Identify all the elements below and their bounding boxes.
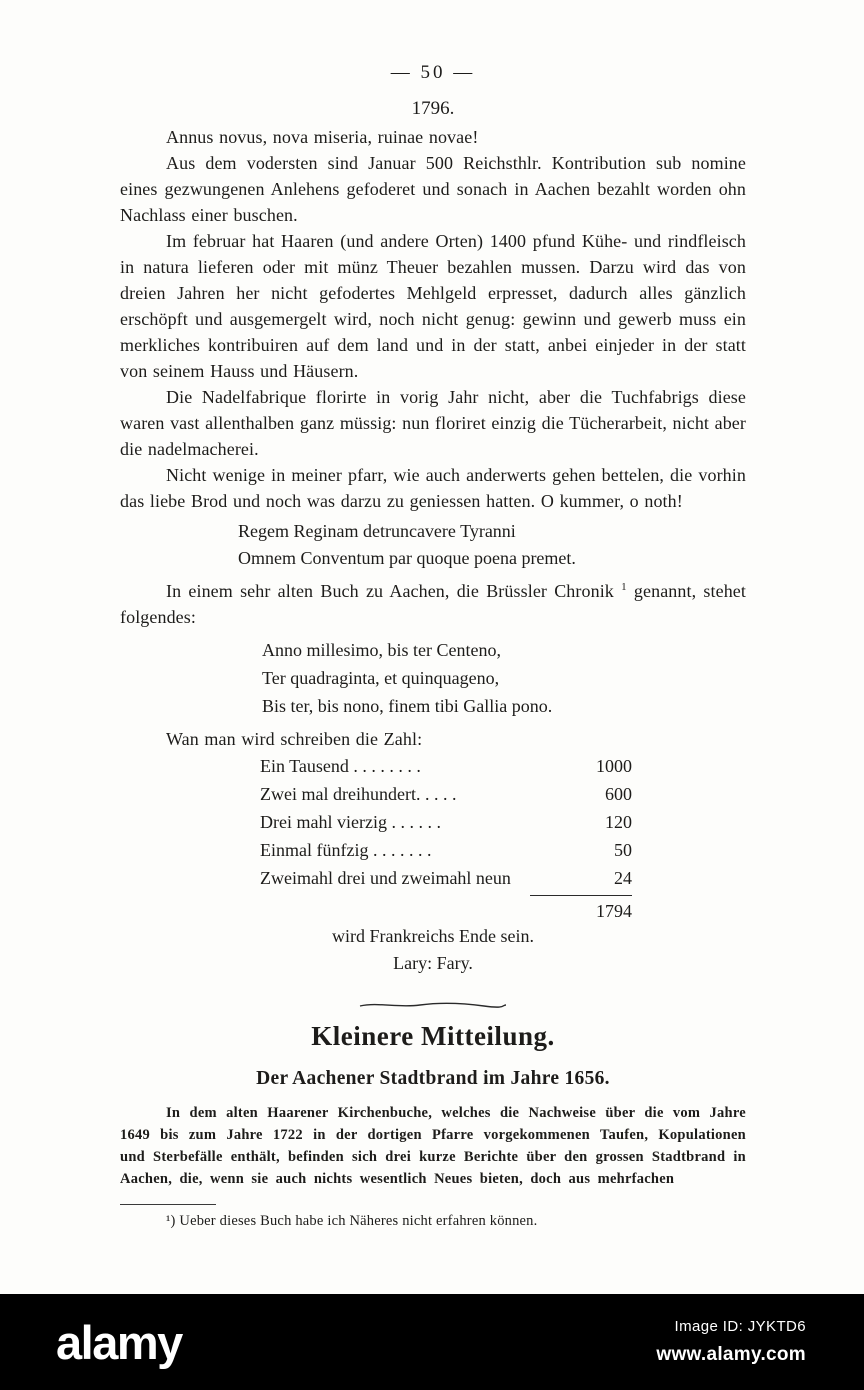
alamy-url-text: www.alamy.com [656,1344,806,1365]
paragraph: Die Nadelfabrique florirte in vorig Jahr nicht, aber die Tuchfabrigs diese waren vast allenthalben ganz müssig: nun floriret einzig die Tücherarbeit, nicht aber die nadelmacherei. [120,387,746,459]
verse-line: Bis ter, bis nono, finem tibi Gallia pono. [262,696,553,716]
sum-label: Einmal fünfzig . . . . . . . [260,840,432,860]
footnote: ¹) Ueber dieses Buch habe ich Näheres nicht erfahren können. [166,1213,538,1229]
verse-line: Ter quadraginta, et quinquageno, [262,668,500,688]
sum-label: Zweimahl drei und zweimahl neun [260,868,511,888]
article-heading: Der Aachener Stadtbrand im Jahre 1656. [256,1068,610,1089]
couplet-line: Regem Reginam detruncavere Tyranni [238,521,516,541]
ending-line: wird Frankreichs Ende sein. [332,926,534,946]
sum-value: 1000 [596,756,632,776]
image-id-text: Image ID: JYKTD6 [674,1318,806,1335]
footnote-rule [120,1204,216,1205]
sum-value: 120 [605,812,632,832]
paragraph: Nicht wenige in meiner pfarr, wie auch anderwerts gehen bettelen, die vorhin das liebe Brod und noch was darzu zu geniessen hatten. O kummer, o noth! [120,465,746,511]
latin-couplet [238,518,746,572]
sum-value: 600 [605,784,632,804]
sum-row [260,780,632,808]
sum-row [260,752,632,780]
paragraph: Annus novus, nova miseria, ruinae novae! [166,127,479,147]
watermark-bar-right [656,1318,806,1366]
sum-row [260,808,632,836]
sum-label: Zwei mal dreihundert. . . . . [260,784,457,804]
sum-value: 24 [614,868,632,888]
chronik-text-after: genannt, stehet folgendes: [120,581,746,627]
verse-line: Anno millesimo, bis ter Centeno, [262,640,501,660]
article-paragraph: In dem alten Haarener Kirchenbuche, welches die Nachweise über die vom Jahre 1649 bis zum Jahre 1722 in der dortigen Pfarre vorgekommenen Taufen, Kopulationen und Sterbefälle enthält, befinden sich drei kurze Berichte über den grossen Stadtbrand in Aachen, die, wenn sie auch nichts wesentlich Neues bieten, doch aus mehrfachen [120,1105,746,1187]
sum-total-row [260,895,632,923]
lary-fary-line: Lary: Fary. [393,953,473,973]
sum-row [260,836,632,864]
alamy-logo: alamy [56,1315,182,1369]
watermark-bar [0,1294,864,1390]
sum-label: Drei mahl vierzig . . . . . . [260,812,441,832]
sum-total: 1794 [530,895,632,923]
section-divider-wrap [120,997,746,1009]
paragraph: Aus dem vodersten sind Januar 500 Reichsthlr. Kontribution sub nomine eines gezwungenen Anlehens gefoderet und sonach in Aachen bezahlt worden ohn Nachlass einer buschen. [120,153,746,225]
section-heading: Kleinere Mitteilung. [311,1021,555,1051]
footnote-marker: 1 [621,581,627,593]
zahl-intro: Wan man wird schreiben die Zahl: [166,729,423,749]
section-divider [358,1000,508,1010]
page-number: — 50 — [390,62,476,83]
year-heading: 1796. [411,98,455,119]
sum-row [260,864,632,892]
latin-verse [262,636,746,720]
paragraph-chronik [120,578,746,630]
couplet-line: Omnem Conventum par quoque poena premet. [238,548,576,568]
sum-label: Ein Tausend . . . . . . . . [260,756,421,776]
paragraph: Im februar hat Haaren (und andere Orten) 1400 pfund Kühe- und rindfleisch in natura lieferen oder mit münz Theuer bezahlen mussen. Darzu wird das von dreien Jahren her nicht gefodertes Mehlgeld erpresset, dadurch alles gänzlich erschöpft und ausgemergelt wird, noch nicht genug: gewinn und gewerb muss ein merkliches kontribuiren auf dem land und in der statt, anbei einjeder in der statt von seinem Hauss und Häusern. [120,231,746,381]
sum-value: 50 [614,840,632,860]
chronik-text-before: In einem sehr alten Buch zu Aachen, die Brüssler Chronik [166,581,622,601]
sum-table [260,752,632,923]
